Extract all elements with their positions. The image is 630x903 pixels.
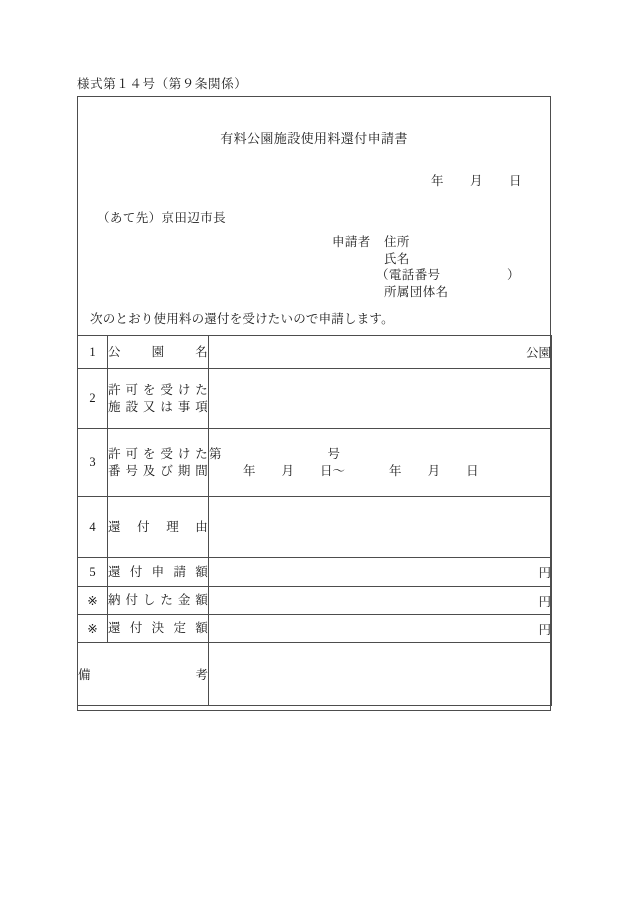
applicant-block <box>332 234 520 300</box>
remarks-label-text: 備考 <box>78 668 208 682</box>
permit-number-suffix: 号 <box>327 446 341 461</box>
row-number: 2 <box>78 369 108 429</box>
row-value-suffix: 公園 <box>525 346 551 360</box>
row-value-field[interactable] <box>209 615 552 643</box>
table-row <box>78 336 552 369</box>
permit-period-line <box>209 463 551 480</box>
period-end-year-label: 年 <box>389 463 402 478</box>
applicant-address-label: 住所 <box>384 235 410 249</box>
row-value-field[interactable] <box>209 587 552 615</box>
period-start-year-label: 年 <box>243 463 256 478</box>
table-row <box>78 497 552 558</box>
row-label <box>108 558 209 587</box>
row-number: ※ <box>78 615 108 643</box>
row-label-text-line2: 番号及び期間 <box>108 463 208 478</box>
form-outer-frame <box>77 96 551 711</box>
addressee-line: （あて先）京田辺市長 <box>97 211 227 225</box>
date-day-label: 日 <box>508 174 522 188</box>
row-value-field[interactable] <box>209 336 552 369</box>
table-row <box>78 558 552 587</box>
applicant-phone-label: （電話番号 <box>376 268 441 282</box>
period-start-day-label: 日～ <box>320 463 346 478</box>
row-label-text-line2: 施設又は事項 <box>108 399 208 414</box>
row-label <box>108 587 209 615</box>
row-value-field[interactable] <box>209 429 552 497</box>
permit-number-line <box>209 446 551 463</box>
applicant-phone-row <box>332 267 520 284</box>
remarks-value-field[interactable] <box>209 643 552 706</box>
applicant-name-row <box>332 251 449 268</box>
application-statement: 次のとおり使用料の還付を受けたいので申請します。 <box>90 312 394 326</box>
row-label-text: 公園名 <box>108 344 208 359</box>
table-row-remarks <box>78 643 552 706</box>
remarks-label <box>78 643 209 706</box>
row-value-suffix: 円 <box>538 594 551 609</box>
row-label <box>108 497 209 558</box>
form-header-block <box>78 97 550 335</box>
row-label <box>108 615 209 643</box>
row-label-text: 還付申請額 <box>108 564 208 579</box>
row-label <box>108 429 209 497</box>
period-start-month-label: 月 <box>281 463 295 478</box>
row-number: 5 <box>78 558 108 587</box>
table-row <box>78 369 552 429</box>
date-year-label: 年 <box>430 174 444 188</box>
row-number: ※ <box>78 587 108 615</box>
table-row <box>78 587 552 615</box>
row-label-text: 還付理由 <box>108 519 208 534</box>
applicant-address-row <box>332 234 449 251</box>
row-label <box>108 369 209 429</box>
row-number: 1 <box>78 336 108 369</box>
row-value-suffix: 円 <box>538 566 551 580</box>
row-label-text-line1: 許可を受けた <box>108 382 208 397</box>
period-end-month-label: 月 <box>427 463 441 478</box>
applicant-name-label: 氏名 <box>384 251 410 266</box>
application-details-table <box>77 335 552 706</box>
row-number: 4 <box>78 497 108 558</box>
row-label-text-line1: 許可を受けた <box>108 446 208 461</box>
form-number-heading: 様式第１４号（第９条関係） <box>77 77 248 91</box>
row-value-field[interactable] <box>209 558 552 587</box>
applicant-organization-row <box>332 284 449 301</box>
permit-number-prefix: 第 <box>209 446 222 461</box>
row-number: 3 <box>78 429 108 497</box>
row-value-field[interactable] <box>209 497 552 558</box>
row-label-text: 還付決定額 <box>108 621 208 635</box>
row-label <box>108 336 209 369</box>
row-value-field[interactable] <box>209 369 552 429</box>
applicant-organization-label: 所属団体名 <box>384 284 449 299</box>
row-label-text: 納付した金額 <box>108 593 208 607</box>
table-row <box>78 429 552 497</box>
table-row <box>78 615 552 643</box>
permit-number-and-period <box>209 444 551 482</box>
period-end-day-label: 日 <box>466 463 479 478</box>
date-line <box>431 171 522 189</box>
applicant-phone-paren-close: ） <box>507 268 520 282</box>
date-month-label: 月 <box>469 174 483 188</box>
row-value-suffix: 円 <box>538 622 551 637</box>
applicant-lead-label: 申請者 <box>332 235 371 249</box>
document-title: 有料公園施設使用料還付申請書 <box>220 131 408 146</box>
